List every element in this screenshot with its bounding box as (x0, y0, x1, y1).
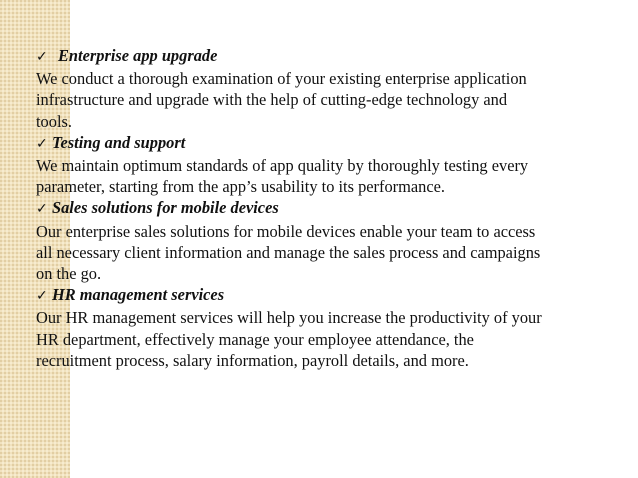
body-line: Our enterprise sales solutions for mobile devices enable your team to access (36, 221, 536, 241)
checkmark-icon: ✓ (36, 201, 48, 218)
checkmark-icon: ✓ (36, 288, 48, 305)
section-heading (36, 284, 596, 307)
body-line: Our HR management services will help you increase the productivity of your (36, 308, 542, 328)
body-line: recruitment process, salary information, payroll details, and more. (36, 350, 469, 370)
body-line: parameter, starting from the app’s usability to its performance. (36, 177, 445, 197)
section-heading-text: Enterprise app upgrade (58, 46, 218, 65)
body-line: all necessary client information and manage the sales process and campaigns (36, 242, 541, 262)
slide-content (36, 45, 596, 371)
body-line: We maintain optimum standards of app quality by thoroughly testing every (36, 156, 529, 176)
section-sales-solutions (36, 197, 596, 284)
body-line: infrastructure and upgrade with the help of cutting-edge technology and (36, 90, 508, 110)
section-heading-text: Testing and support (52, 132, 186, 152)
section-heading (36, 132, 596, 155)
checkmark-icon: ✓ (36, 49, 48, 65)
section-heading-text: HR management services (52, 285, 225, 305)
body-line: on the go. (36, 264, 102, 284)
section-hr-management (36, 284, 596, 371)
checkmark-icon: ✓ (36, 135, 48, 152)
body-line: We conduct a thorough examination of your existing enterprise application (36, 69, 527, 89)
section-testing-and-support (36, 132, 596, 198)
body-line: HR department, effectively manage your employee attendance, the (36, 329, 474, 349)
section-heading (36, 197, 596, 220)
body-line: tools. (36, 111, 72, 131)
section-enterprise-app-upgrade (36, 45, 596, 132)
section-heading-text: Sales solutions for mobile devices (52, 198, 279, 218)
section-heading (36, 45, 596, 68)
